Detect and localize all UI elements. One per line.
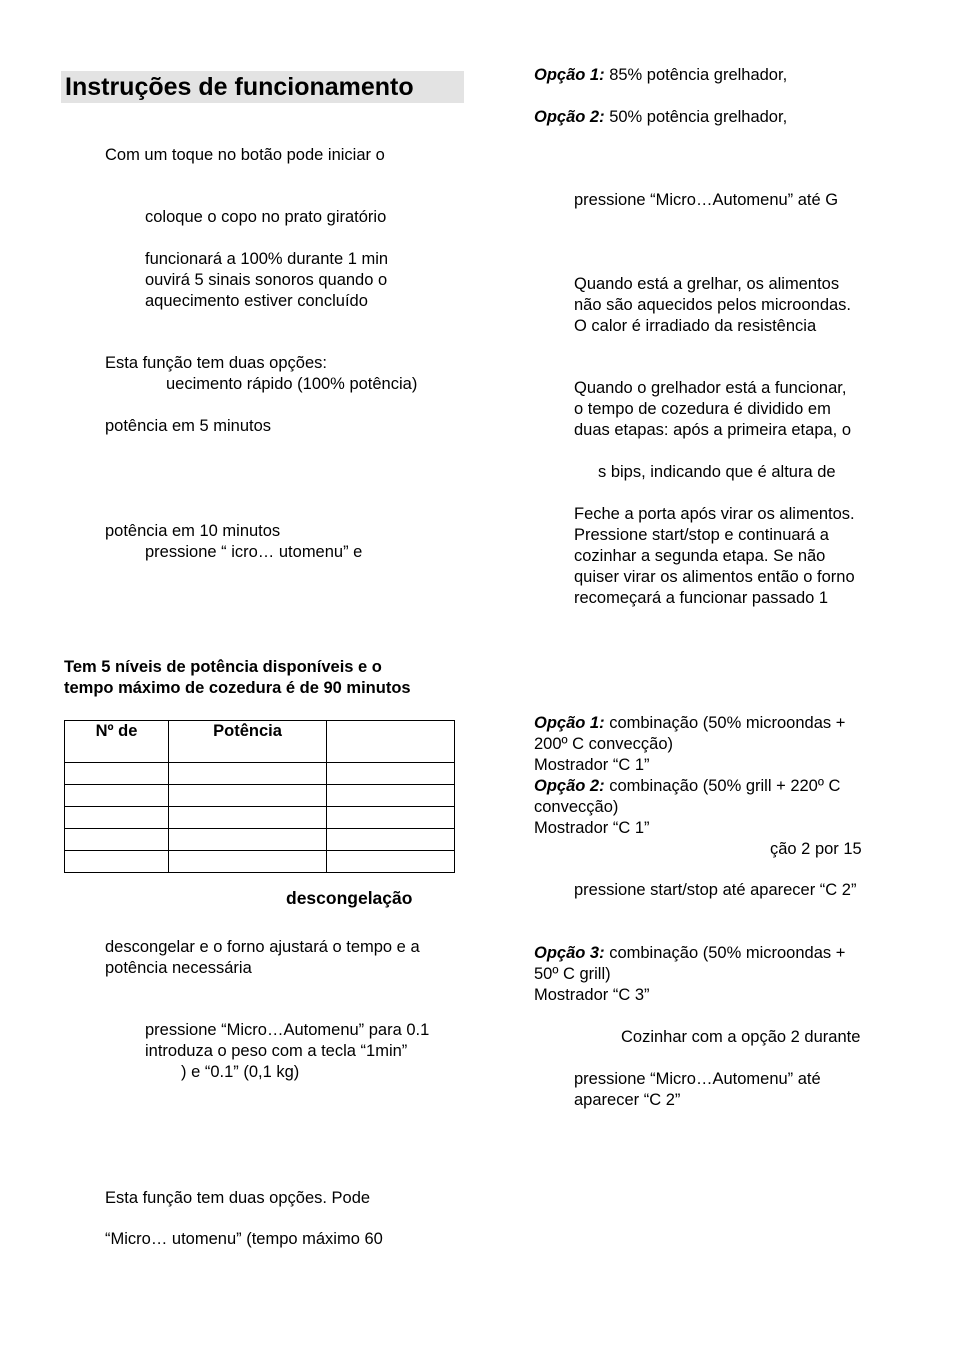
table-cell [65,763,169,785]
left-paragraph-12: Esta função tem duas opções. Pode [105,1189,371,1207]
option-text: 85% potência grelhador, [604,66,788,84]
option-label: Opção 2: [534,108,605,126]
table-header-cell [327,721,455,763]
table-cell [169,763,327,785]
left-paragraph-3-line-2: ouvirá 5 sinais sonoros quando o [145,271,388,289]
option-text: 50% potência grelhador, [604,108,788,126]
right-paragraph-4: s bips, indicando que é altura de [598,463,836,481]
option-text: combinação (50% microondas + [604,714,846,732]
left-paragraph-10-line-1: pressione “Micro…Automenu” para 0.1 [145,1021,430,1039]
table-row [65,785,455,807]
table-row [65,851,455,873]
table-row [65,763,455,785]
right-paragraph-3-line-2: o tempo de cozedura é dividido em [574,400,831,418]
right-paragraph-5-line-1: Feche a porta após virar os alimentos. [574,505,855,523]
combo-option-2-display: Mostrador “C 1” [534,819,650,837]
table-cell [327,829,455,851]
right-paragraph-8: Cozinhar com a opção 2 durante [621,1028,861,1046]
left-paragraph-6: potência em 5 minutos [105,417,272,435]
combo-option-1 [534,713,845,734]
left-paragraph-5: uecimento rápido (100% potência) [166,375,418,393]
power-levels-table [64,720,455,873]
left-paragraph-3-line-1: funcionará a 100% durante 1 min [145,250,389,268]
right-paragraph-5-line-3: cozinhar a segunda etapa. Se não [574,547,826,565]
right-paragraph-5-line-5: recomeçará a funcionar passado 1 [574,589,829,607]
right-paragraph-2-line-2: não são aquecidos pelos microondas. [574,296,852,314]
combo-option-1-line-2: 200º C convecção) [534,735,674,753]
option-label: Opção 1: [534,714,605,732]
right-paragraph-3-line-3: duas etapas: após a primeira etapa, o [574,421,852,439]
left-paragraph-7: potência em 10 minutos [105,522,281,540]
grill-option-1 [534,65,787,86]
power-levels-intro-line-2: tempo máximo de cozedura é de 90 minutos [64,679,411,697]
table-cell [327,851,455,873]
table-cell [169,829,327,851]
table-cell [65,851,169,873]
table-cell [169,807,327,829]
table-cell [65,807,169,829]
table-row [65,829,455,851]
table-row [65,807,455,829]
right-paragraph-5-line-4: quiser virar os alimentos então o forno [574,568,855,586]
left-paragraph-9-line-1: descongelar e o forno ajustará o tempo e a [105,938,420,956]
combo-option-3-line-2: 50º C grill) [534,965,611,983]
right-paragraph-2-line-1: Quando está a grelhar, os alimentos [574,275,840,293]
left-paragraph-9-line-2: potência necessária [105,959,252,977]
right-paragraph-9-line-2: aparecer “C 2” [574,1091,681,1109]
table-header-row [65,721,455,763]
table-cell [169,851,327,873]
option-label: Opção 1: [534,66,605,84]
option-text: combinação (50% microondas + [604,944,846,962]
power-levels-intro-line-1: Tem 5 níveis de potência disponíveis e o [64,658,382,676]
option-text: combinação (50% grill + 220º C [604,777,841,795]
right-paragraph-7: pressione start/stop até aparecer “C 2” [574,881,857,899]
section-heading-defrost: descongelação [286,888,413,908]
right-paragraph-1: pressione “Micro…Automenu” até G [574,191,839,209]
option-label: Opção 3: [534,944,605,962]
grill-option-2 [534,107,787,128]
left-paragraph-1: Com um toque no botão pode iniciar o [105,146,385,164]
left-paragraph-13: “Micro… utomenu” (tempo máximo 60 [105,1230,383,1248]
table-cell [65,829,169,851]
left-paragraph-4: Esta função tem duas opções: [105,354,327,372]
table-cell [327,807,455,829]
combo-option-2-line-2: convecção) [534,798,619,816]
left-paragraph-10-line-2: introduza o peso com a tecla “1min” [145,1042,408,1060]
table-header-cell: Potência [169,721,327,763]
table-cell [169,785,327,807]
left-paragraph-11: ) e “0.1” (0,1 kg) [181,1063,300,1081]
left-paragraph-3-line-3: aquecimento estiver concluído [145,292,368,310]
table-cell [327,785,455,807]
right-paragraph-5-line-2: Pressione start/stop e continuará a [574,526,829,544]
right-paragraph-6: ção 2 por 15 [770,840,862,858]
table-cell [65,785,169,807]
combo-option-2 [534,776,840,797]
right-paragraph-9-line-1: pressione “Micro…Automenu” até [574,1070,821,1088]
page-title: Instruções de funcionamento [65,73,414,101]
combo-option-3 [534,943,845,964]
combo-option-3-display: Mostrador “C 3” [534,986,650,1004]
left-paragraph-2: coloque o copo no prato giratório [145,208,387,226]
table-cell [327,763,455,785]
right-paragraph-3-line-1: Quando o grelhador está a funcionar, [574,379,847,397]
right-paragraph-2-line-3: O calor é irradiado da resistência [574,317,817,335]
table-header-cell: Nº de [65,721,169,763]
option-label: Opção 2: [534,777,605,795]
combo-option-1-display: Mostrador “C 1” [534,756,650,774]
left-paragraph-8: pressione “ icro… utomenu” e [145,543,363,561]
